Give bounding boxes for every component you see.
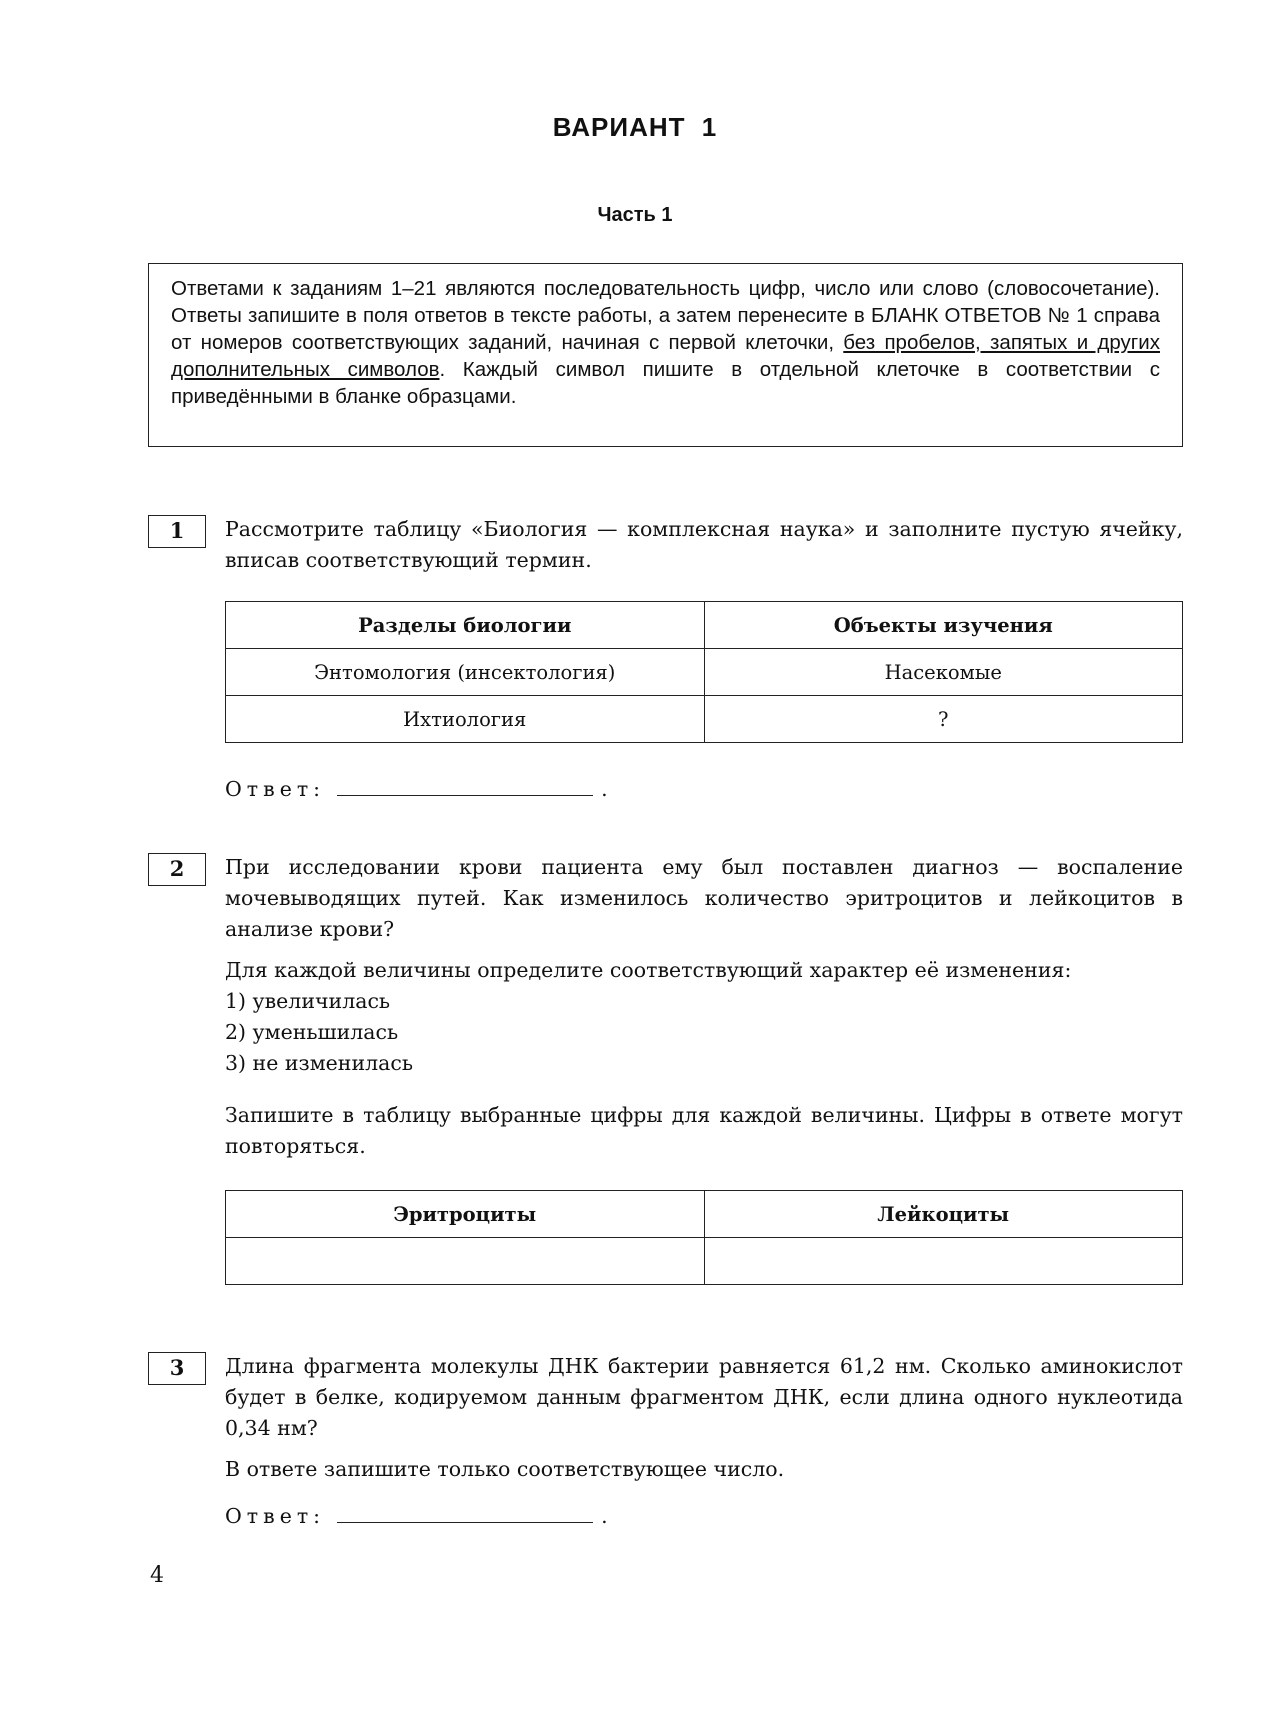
- answer-label: Ответ:: [225, 777, 326, 801]
- task-2-table: [225, 1190, 1183, 1285]
- option: 3) не изменилась: [225, 1051, 414, 1075]
- task-2-text: При исследовании крови пациента ему был поставлен диагноз — воспаление мочевыводящих путей. Как изменилось количество эритроцитов и лейкоцитов в анализе крови?: [225, 855, 1183, 941]
- task-3-instruction: В ответе запишите только соответствующее число.: [225, 1457, 785, 1481]
- instructions-underlined: без пробелов, запятых и других дополнительных символов: [171, 331, 1160, 381]
- task-2-prompt: Для каждой величины определите соответствующий характер её изменения:: [225, 958, 1072, 982]
- task-2-body: [225, 852, 1183, 1172]
- task-number-1: 1: [148, 515, 206, 548]
- option: 1) увеличилась: [225, 989, 391, 1013]
- task-1-text: Рассмотрите таблицу «Биология — комплексная наука» и заполните пустую ячейку, вписав соответствующий термин.: [225, 517, 1183, 572]
- options-list: [225, 986, 1183, 1079]
- instructions-text: Ответами к заданиям 1–21 являются последовательность цифр, число или слово (словосочетание). Ответы запишите в поля ответов в тексте работы, а затем перенесите в БЛАНК ОТВЕТОВ № 1 справа от номеров соответствующих заданий, начиная с первой клеточки,: [171, 277, 1160, 354]
- page-number: 4: [150, 1563, 164, 1588]
- task-number-2: 2: [148, 853, 206, 886]
- task-3-body: [225, 1351, 1183, 1495]
- table-header: Объекты изучения: [704, 602, 1183, 649]
- table-header: Лейкоциты: [704, 1191, 1183, 1238]
- table-cell: Насекомые: [704, 649, 1183, 696]
- option: 2) уменьшилась: [225, 1020, 399, 1044]
- task-2-instruction: Запишите в таблицу выбранные цифры для каждой величины. Цифры в ответе могут повторяться.: [225, 1103, 1183, 1158]
- table-cell: Энтомология (инсектология): [226, 649, 705, 696]
- task-1-answer: Ответ: .: [225, 777, 613, 801]
- task-3-answer: Ответ: .: [225, 1504, 613, 1528]
- task-number-3: 3: [148, 1352, 206, 1385]
- instructions-box: [148, 263, 1183, 447]
- table-cell: ?: [704, 696, 1183, 743]
- task-1-table: [225, 601, 1183, 743]
- answer-line[interactable]: [337, 1503, 593, 1523]
- answer-cell-erythrocytes[interactable]: [226, 1238, 705, 1285]
- answer-label: Ответ:: [225, 1504, 326, 1528]
- table-cell: Ихтиология: [226, 696, 705, 743]
- table-header: Эритроциты: [226, 1191, 705, 1238]
- variant-title: ВАРИАНТ 1: [552, 112, 718, 142]
- task-3-text: Длина фрагмента молекулы ДНК бактерии равняется 61,2 нм. Сколько аминокислот будет в белке, кодируемом данным фрагментом ДНК, если длина одного нуклеотида 0,34 нм?: [225, 1354, 1183, 1440]
- part-heading: Часть 1: [597, 204, 673, 226]
- answer-line[interactable]: [337, 776, 593, 796]
- answer-cell-leukocytes[interactable]: [704, 1238, 1183, 1285]
- instructions-text-end: . Каждый символ пишите в отдельной клеточке в соответствии с приведёнными в бланке образцами.: [171, 358, 1160, 408]
- table-header: Разделы биологии: [226, 602, 705, 649]
